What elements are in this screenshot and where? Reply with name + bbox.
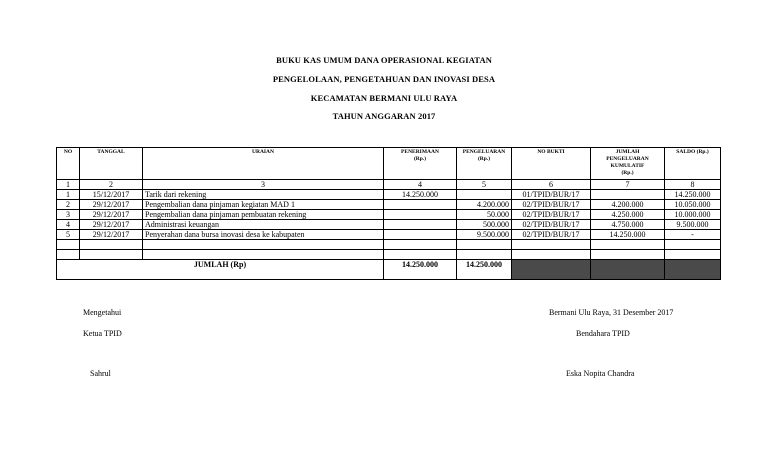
header-jumlah-line-2: PENGELUARAN: [606, 156, 649, 162]
header-jumlah-kumulatif: [591, 148, 665, 180]
header-no: NO: [57, 148, 80, 180]
shaded-cell: [665, 260, 721, 280]
header-jumlah-line-1: JUMLAH: [615, 149, 640, 155]
blank-cell: [57, 250, 80, 260]
left-caption: Mengetahui: [83, 308, 122, 317]
blank-cell: [512, 250, 591, 260]
header-pengeluaran-line-1: PENGELUARAN: [462, 149, 506, 155]
header-jumlah-line-4: (Rp.): [621, 170, 634, 176]
cell-no-bukti: 02/TPID/BUR/17: [512, 200, 591, 210]
blank-cell: [512, 240, 591, 250]
blank-cell: [384, 240, 457, 250]
table-row: [57, 220, 721, 230]
cell-penerimaan: 14.250.000: [384, 190, 457, 200]
cell-tanggal: 29/12/2017: [80, 210, 143, 220]
column-number: 2: [80, 180, 143, 190]
place-and-date: Bermani Ulu Raya, 31 Desember 2017: [549, 308, 674, 317]
column-number: 6: [512, 180, 591, 190]
blank-cell: [665, 240, 721, 250]
cell-kumulatif: 14.250.000: [591, 230, 665, 240]
cell-penerimaan: [384, 200, 457, 210]
cell-no-bukti: 02/TPID/BUR/17: [512, 230, 591, 240]
cell-no-bukti: 02/TPID/BUR/17: [512, 220, 591, 230]
shaded-cell: [591, 260, 665, 280]
cell-saldo: 14.250.000: [665, 190, 721, 200]
cell-kumulatif: 4.250.000: [591, 210, 665, 220]
header-penerimaan: [384, 148, 457, 180]
blank-cell: [57, 240, 80, 250]
cell-no-bukti: 01/TPID/BUR/17: [512, 190, 591, 200]
column-number-row: [57, 180, 721, 190]
cell-no: 2: [57, 200, 80, 210]
cell-uraian: Pengembalian dana pinjaman kegiatan MAD 1: [143, 200, 384, 210]
blank-cell: [591, 250, 665, 260]
cell-uraian: Pengembalian dana pinjaman pembuatan rekening: [143, 210, 384, 220]
table-row: [57, 200, 721, 210]
blank-cell: [384, 250, 457, 260]
left-signatory-name: Sahrul: [90, 369, 111, 378]
header-penerimaan-line-2: (Rp.): [413, 156, 427, 162]
total-pengeluaran: 14.250.000: [457, 260, 512, 280]
cell-uraian: Tarik dari rekening: [143, 190, 384, 200]
blank-cell: [591, 240, 665, 250]
cell-penerimaan: [384, 220, 457, 230]
blank-cell: [80, 250, 143, 260]
right-role: Bendahara TPID: [576, 329, 630, 338]
header-jumlah-line-3: KUMULATIF: [610, 163, 645, 169]
header-penerimaan-line-1: PENERIMAAN: [401, 149, 439, 155]
blank-cell: [457, 250, 512, 260]
left-role: Ketua TPID: [83, 329, 122, 338]
cell-saldo: 10.050.000: [665, 200, 721, 210]
cell-pengeluaran: 500.000: [457, 220, 512, 230]
cell-pengeluaran: 4.200.000: [457, 200, 512, 210]
cell-kumulatif: 4.750.000: [591, 220, 665, 230]
header-saldo: SALDO (Rp.): [665, 148, 721, 180]
cell-tanggal: 29/12/2017: [80, 200, 143, 210]
document-title-line-3: KECAMATAN BERMANI ULU RAYA: [310, 93, 458, 103]
cell-pengeluaran: [457, 190, 512, 200]
shaded-cell: [512, 260, 591, 280]
document-title-line-1: BUKU KAS UMUM DANA OPERASIONAL KEGIATAN: [276, 55, 492, 65]
right-signatory-name: Eska Nopita Chandra: [566, 369, 635, 378]
column-number: 4: [384, 180, 457, 190]
cell-tanggal: 29/12/2017: [80, 230, 143, 240]
document-title-line-2: PENGELOLAAN, PENGETAHUAN DAN INOVASI DESA: [272, 74, 496, 84]
total-penerimaan: 14.250.000: [384, 260, 457, 280]
header-no-bukti: NO BUKTI: [512, 148, 591, 180]
header-tanggal: TANGGAL: [80, 148, 143, 180]
cell-kumulatif: 4.200.000: [591, 200, 665, 210]
blank-row: [57, 250, 721, 260]
cell-no: 3: [57, 210, 80, 220]
cell-pengeluaran: 9.500.000: [457, 230, 512, 240]
document-title-line-4: TAHUN ANGGARAN 2017: [332, 111, 436, 121]
blank-cell: [665, 250, 721, 260]
cell-uraian: Penyerahan dana bursa inovasi desa ke kabupaten: [143, 230, 384, 240]
cell-saldo: -: [665, 230, 721, 240]
blank-row: [57, 240, 721, 250]
cell-no-bukti: 02/TPID/BUR/17: [512, 210, 591, 220]
cell-tanggal: 29/12/2017: [80, 220, 143, 230]
blank-cell: [80, 240, 143, 250]
total-label: JUMLAH (Rp): [57, 260, 384, 280]
table-row: [57, 190, 721, 200]
total-row: [57, 260, 721, 280]
column-number: 7: [591, 180, 665, 190]
cash-ledger-table: [56, 147, 721, 280]
blank-cell: [457, 240, 512, 250]
cell-saldo: 10.000.000: [665, 210, 721, 220]
blank-cell: [143, 250, 384, 260]
column-number: 3: [143, 180, 384, 190]
cell-penerimaan: [384, 230, 457, 240]
cell-pengeluaran: 50.000: [457, 210, 512, 220]
cell-kumulatif: [591, 190, 665, 200]
cell-no: 1: [57, 190, 80, 200]
header-pengeluaran: [457, 148, 512, 180]
cell-no: 4: [57, 220, 80, 230]
column-number: 1: [57, 180, 80, 190]
table-row: [57, 230, 721, 240]
cell-no: 5: [57, 230, 80, 240]
header-pengeluaran-line-2: (Rp.): [477, 156, 491, 162]
column-number: 8: [665, 180, 721, 190]
cell-uraian: Administrasi keuangan: [143, 220, 384, 230]
column-number: 5: [457, 180, 512, 190]
cell-penerimaan: [384, 210, 457, 220]
header-uraian: URAIAN: [143, 148, 384, 180]
blank-cell: [143, 240, 384, 250]
cell-saldo: 9.500.000: [665, 220, 721, 230]
table-header-row: [57, 148, 721, 180]
cell-tanggal: 15/12/2017: [80, 190, 143, 200]
table-row: [57, 210, 721, 220]
